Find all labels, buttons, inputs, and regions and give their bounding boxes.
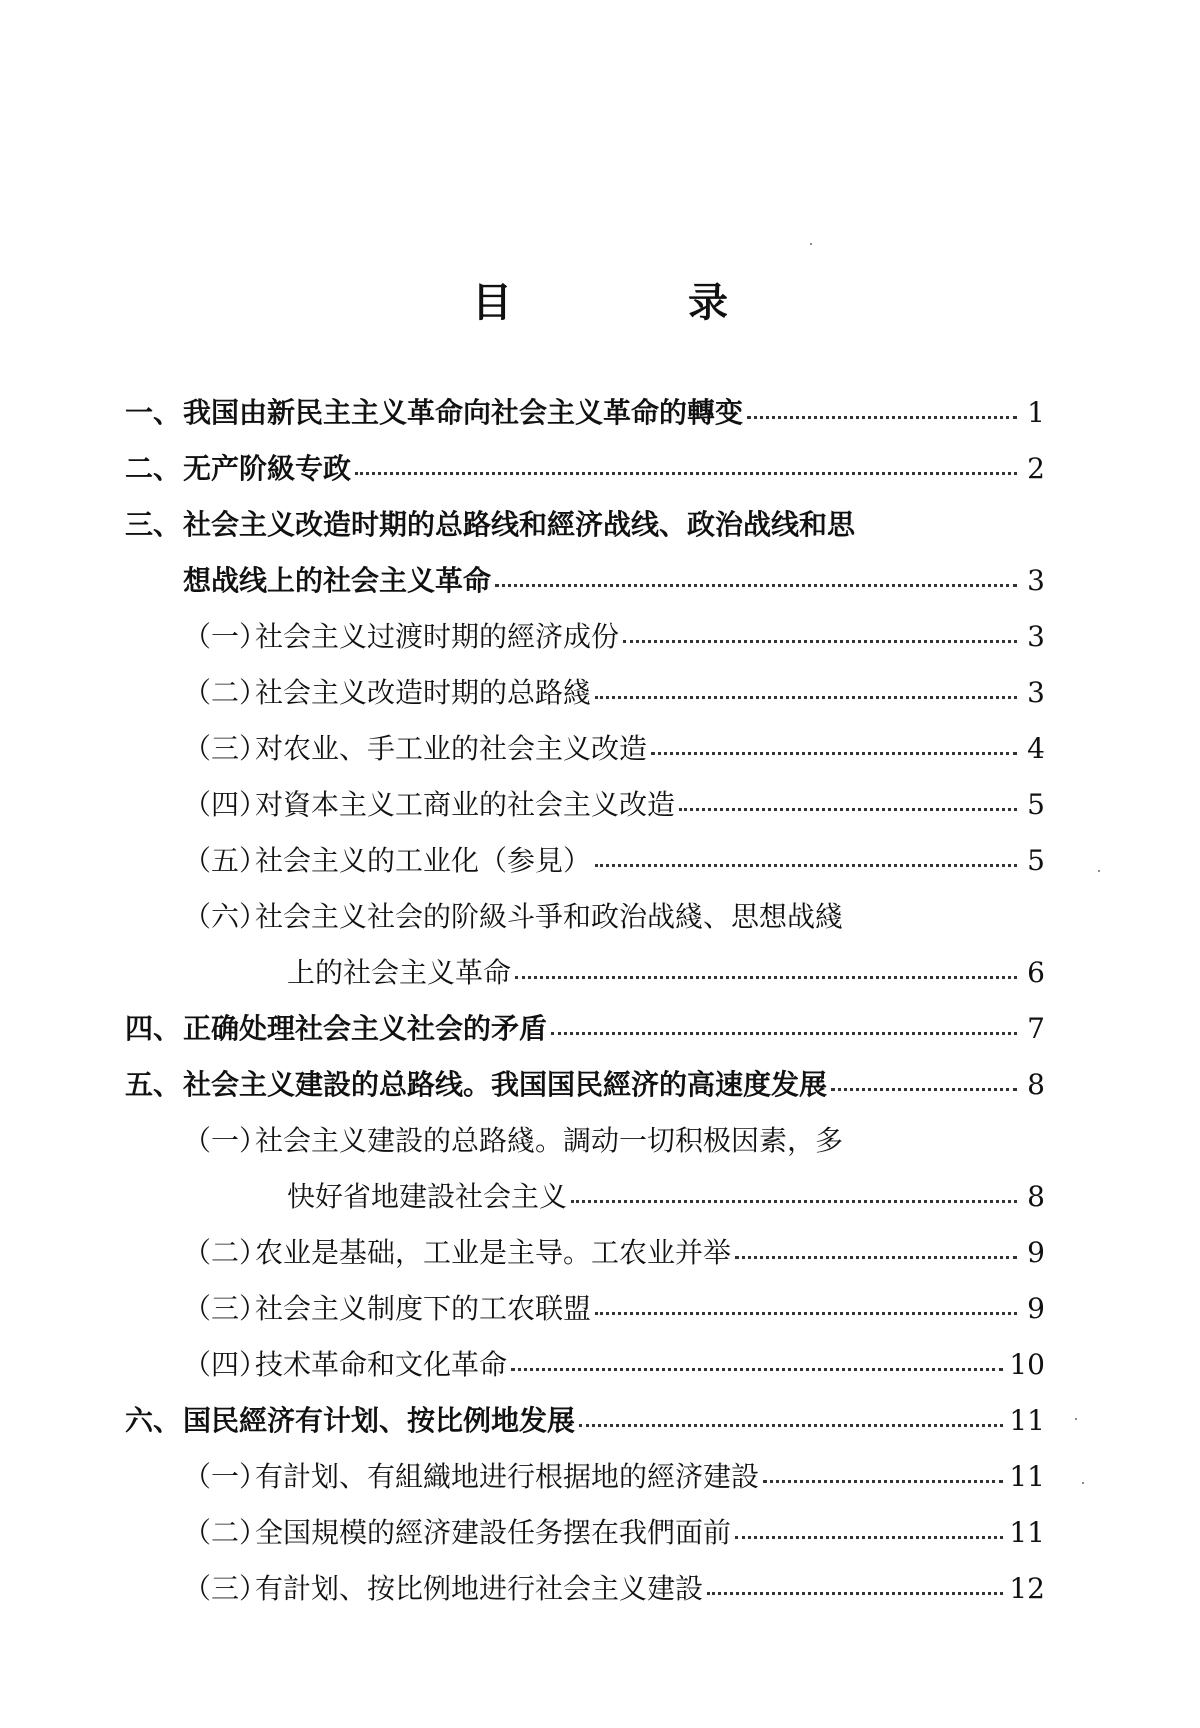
dot-leader bbox=[763, 1480, 1003, 1483]
dot-leader bbox=[595, 696, 1017, 699]
toc-entry bbox=[125, 553, 1045, 609]
dot-leader bbox=[831, 1088, 1017, 1091]
dot-leader bbox=[651, 752, 1017, 755]
toc-entry bbox=[125, 833, 1045, 889]
toc-entry bbox=[125, 945, 1045, 1001]
toc-entry-title: 想战线上的社会主义革命 bbox=[183, 564, 492, 597]
dot-leader bbox=[355, 472, 1017, 475]
toc-entry bbox=[125, 777, 1045, 833]
toc-entry-title: 正确处理社会主义社会的矛盾 bbox=[183, 1012, 548, 1045]
toc-entry bbox=[125, 497, 1045, 553]
toc-page-number: 3 bbox=[1027, 564, 1045, 597]
toc-entry-number: （一） bbox=[183, 620, 268, 653]
toc-entry bbox=[125, 441, 1045, 497]
toc-entry bbox=[125, 1449, 1045, 1505]
toc-entry bbox=[125, 1337, 1045, 1393]
toc-entry-number: （五） bbox=[183, 844, 268, 877]
toc-page-number: 11 bbox=[1009, 1460, 1045, 1493]
toc-entry-title: 国民經济有计划、按比例地发展 bbox=[183, 1404, 576, 1437]
toc-entry-number: （一） bbox=[183, 1460, 268, 1493]
toc-entry-title: 社会主义制度下的工农联盟 bbox=[255, 1292, 592, 1325]
toc-page-number: 6 bbox=[1027, 956, 1045, 989]
toc-entry-title: 我国由新民主主义革命向社会主义革命的轉变 bbox=[183, 396, 744, 429]
toc-page-number: 8 bbox=[1027, 1180, 1045, 1213]
toc-entry bbox=[125, 1281, 1045, 1337]
toc-entry-number: （二） bbox=[183, 1236, 268, 1269]
toc-page-number: 11 bbox=[1009, 1516, 1045, 1549]
toc-entry-number: 三、 bbox=[125, 508, 182, 541]
dot-leader bbox=[551, 1032, 1017, 1035]
toc-entry-title: 社会主义过渡时期的經济成份 bbox=[255, 620, 620, 653]
toc-entry-title: 全国規模的經济建設任务摆在我們面前 bbox=[255, 1516, 732, 1549]
toc-entry-title: 技术革命和文化革命 bbox=[255, 1348, 508, 1381]
toc-page-number: 7 bbox=[1027, 1012, 1045, 1045]
toc-entry-number: （四） bbox=[183, 1348, 268, 1381]
toc-entry-number: 五、 bbox=[125, 1068, 182, 1101]
toc-entry-number: （一） bbox=[183, 1124, 268, 1157]
toc-entry bbox=[125, 665, 1045, 721]
dot-leader bbox=[679, 808, 1017, 811]
toc-entry-number: 六、 bbox=[125, 1404, 182, 1437]
toc-entry-number: （六） bbox=[183, 900, 268, 933]
toc-page-number: 8 bbox=[1027, 1068, 1045, 1101]
toc-page-number: 9 bbox=[1027, 1292, 1045, 1325]
page-title: 目 录 bbox=[472, 279, 796, 326]
toc-entry-title: 快好省地建設社会主义 bbox=[287, 1180, 568, 1213]
toc-entry-title: 有計划、有組織地进行根据地的經济建設 bbox=[255, 1460, 760, 1493]
toc-entry bbox=[125, 1561, 1045, 1617]
toc-page-number: 12 bbox=[1009, 1572, 1045, 1605]
toc-entry-number: 四、 bbox=[125, 1012, 182, 1045]
dot-leader bbox=[747, 416, 1017, 419]
table-of-contents bbox=[125, 385, 1045, 1617]
toc-entry-title: 社会主义改造时期的总路线和經济战线、政治战线和思 bbox=[183, 508, 856, 541]
toc-entry bbox=[125, 889, 1045, 945]
toc-entry-title: 社会主义建設的总路綫。調动一切积极因素，多 bbox=[255, 1124, 844, 1157]
dot-leader bbox=[735, 1256, 1017, 1259]
toc-page-number: 2 bbox=[1027, 452, 1045, 485]
dot-leader bbox=[579, 1424, 1003, 1427]
toc-entry-title: 农业是基础，工业是主导。工农业并举 bbox=[255, 1236, 732, 1269]
toc-entry-title: 社会主义改造时期的总路綫 bbox=[255, 676, 592, 709]
toc-page-number: 4 bbox=[1027, 732, 1045, 765]
toc-entry-number: 二、 bbox=[125, 452, 182, 485]
toc-page-number: 5 bbox=[1027, 788, 1045, 821]
toc-entry-number: 一、 bbox=[125, 396, 182, 429]
toc-entry-title: 对資本主义工商业的社会主义改造 bbox=[255, 788, 676, 821]
toc-entry bbox=[125, 609, 1045, 665]
toc-entry bbox=[125, 1225, 1045, 1281]
toc-entry-title: 社会主义社会的阶級斗爭和政治战綫、思想战綫 bbox=[255, 900, 844, 933]
dot-leader bbox=[511, 1368, 1003, 1371]
toc-entry-title: 上的社会主义革命 bbox=[287, 956, 512, 989]
dot-leader bbox=[595, 1312, 1017, 1315]
toc-entry-title: 社会主义建設的总路线。我国国民經济的高速度发展 bbox=[183, 1068, 828, 1101]
toc-entry-number: （三） bbox=[183, 1572, 268, 1605]
toc-entry-number: （三） bbox=[183, 1292, 268, 1325]
toc-entry-number: （四） bbox=[183, 788, 268, 821]
toc-page-number: 9 bbox=[1027, 1236, 1045, 1269]
toc-page-number: 5 bbox=[1027, 844, 1045, 877]
toc-page-number: 10 bbox=[1009, 1348, 1045, 1381]
dot-leader bbox=[595, 864, 1017, 867]
toc-page-number: 1 bbox=[1027, 396, 1045, 429]
toc-page-number: 11 bbox=[1009, 1404, 1045, 1437]
dot-leader bbox=[571, 1200, 1017, 1203]
toc-entry-title: 无产阶級专政 bbox=[183, 452, 352, 485]
dot-leader bbox=[495, 584, 1017, 587]
toc-entry bbox=[125, 1505, 1045, 1561]
toc-entry-number: （二） bbox=[183, 676, 268, 709]
toc-entry bbox=[125, 1169, 1045, 1225]
toc-entry-title: 对农业、手工业的社会主义改造 bbox=[255, 732, 648, 765]
toc-entry bbox=[125, 721, 1045, 777]
dot-leader bbox=[515, 976, 1017, 979]
toc-page-number: 3 bbox=[1027, 676, 1045, 709]
toc-entry bbox=[125, 1057, 1045, 1113]
dot-leader bbox=[623, 640, 1017, 643]
dot-leader bbox=[707, 1592, 1003, 1595]
toc-entry-title: 社会主义的工业化（参見） bbox=[255, 844, 592, 877]
toc-entry bbox=[125, 1393, 1045, 1449]
toc-entry bbox=[125, 1113, 1045, 1169]
dot-leader bbox=[735, 1536, 1003, 1539]
toc-page-number: 3 bbox=[1027, 620, 1045, 653]
toc-entry bbox=[125, 1001, 1045, 1057]
toc-entry-title: 有計划、按比例地进行社会主义建設 bbox=[255, 1572, 704, 1605]
toc-entry bbox=[125, 385, 1045, 441]
toc-entry-number: （三） bbox=[183, 732, 268, 765]
toc-entry-number: （二） bbox=[183, 1516, 268, 1549]
